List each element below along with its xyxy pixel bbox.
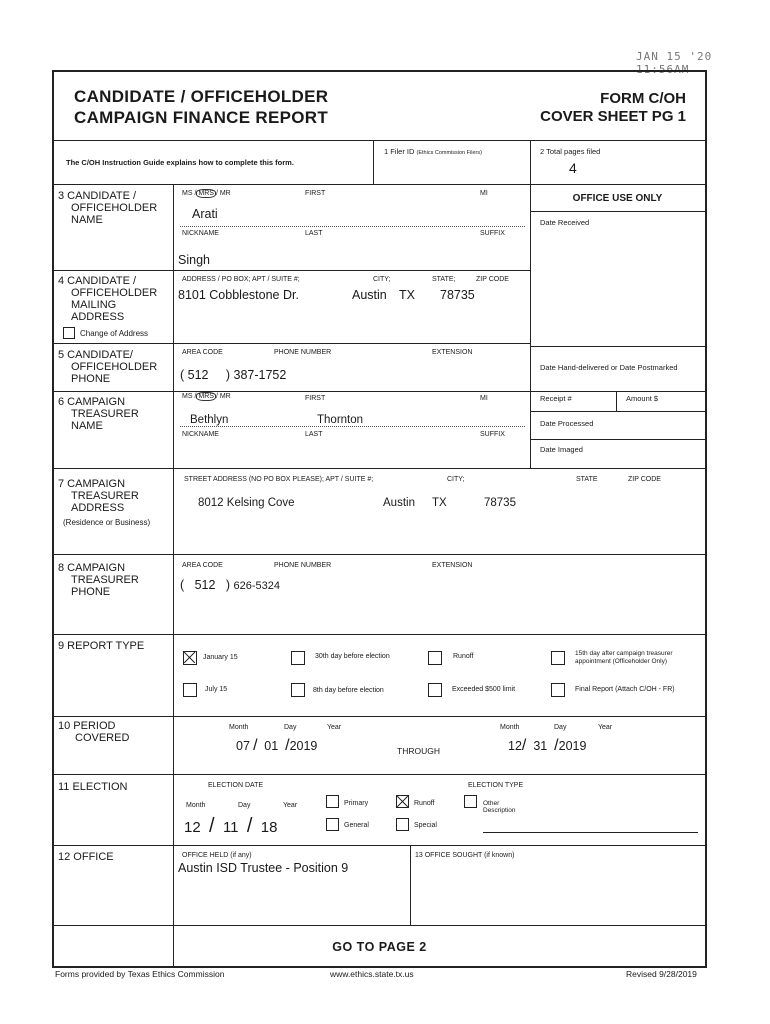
date-hand-delivered-label: Date Hand-delivered or Date Postmarked: [540, 363, 678, 372]
s3-nickname-label: NICKNAME: [182, 230, 219, 237]
s6-last-label: LAST: [305, 431, 323, 438]
s5-label-line: 5 CANDIDATE/: [58, 349, 133, 361]
report-type-july-15-checkbox[interactable]: [183, 683, 197, 697]
election-month[interactable]: 12: [184, 819, 201, 836]
date-processed-label: Date Processed: [540, 419, 594, 428]
form-code-line-1: FORM C/OH: [600, 90, 686, 107]
s7-state-label: STATE: [576, 476, 598, 483]
s10-label-line: COVERED: [75, 732, 130, 744]
footer-website[interactable]: www.ethics.state.tx.us: [330, 969, 414, 979]
election-type-special-label: Special: [414, 822, 437, 829]
s11-month-label: Month: [186, 802, 206, 809]
s6-mi-label: MI: [480, 395, 488, 402]
s4-label-line: OFFICEHOLDER: [71, 287, 158, 299]
section-7-label: [58, 478, 139, 514]
s4-label-line: 4 CANDIDATE /: [58, 275, 137, 287]
instruction-text: The C/OH Instruction Guide explains how to complete this form.: [66, 158, 294, 167]
total-pages-value[interactable]: 4: [569, 160, 577, 176]
received-stamp: JAN 15 '20 11:56AM: [636, 50, 713, 76]
s4-label-line: MAILING: [71, 299, 117, 311]
candidate-city[interactable]: Austin: [352, 288, 387, 302]
s8-phone-label: PHONE NUMBER: [274, 562, 332, 569]
s7-city-label: CITY;: [447, 476, 465, 483]
candidate-phone[interactable]: ( 512 ) 387-1752: [180, 368, 287, 382]
form-code: [540, 90, 686, 126]
s7-note: (Residence or Business): [63, 518, 151, 527]
section-12-label: 12 OFFICE: [58, 851, 114, 863]
salutation-mr: / MR: [215, 190, 231, 197]
s8-label-line: PHONE: [71, 586, 111, 598]
form-title: [74, 86, 328, 128]
s6-salutation: [182, 393, 231, 401]
s11-election-date-label: ELECTION DATE: [208, 782, 264, 789]
report-type-runoff-checkbox[interactable]: [428, 651, 442, 665]
section-10-label: [58, 720, 129, 744]
s4-state-label: STATE;: [432, 276, 456, 283]
s5-phone-label: PHONE NUMBER: [274, 349, 332, 356]
candidate-state[interactable]: TX: [399, 288, 415, 302]
s8-extension-label: EXTENSION: [432, 562, 473, 569]
s7-zip-label: ZIP CODE: [628, 476, 661, 483]
footer-revised: Revised 9/28/2019: [626, 969, 697, 979]
s5-area-code-label: AREA CODE: [182, 349, 223, 356]
treasurer-city[interactable]: Austin: [383, 497, 415, 509]
period-to-year[interactable]: 2019: [558, 739, 587, 753]
election-type-general-label: General: [344, 822, 369, 829]
section-4-label: [58, 275, 157, 323]
amount-label: Amount $: [626, 394, 659, 403]
s3-suffix-label: SUFFIX: [480, 230, 505, 237]
office-held-value[interactable]: Austin ISD Trustee - Position 9: [178, 861, 349, 875]
other-description-line[interactable]: [483, 832, 698, 833]
section-8-label: [58, 562, 139, 598]
election-type-primary-label: Primary: [344, 800, 369, 807]
s10-from-day-label: Day: [284, 724, 297, 731]
section-11-label: 11 ELECTION: [58, 781, 128, 793]
candidate-zip[interactable]: 78735: [440, 288, 475, 302]
report-type-exceeded-checkbox[interactable]: [428, 683, 442, 697]
s3-label-line: 3 CANDIDATE /: [58, 190, 137, 202]
s10-from-month-label: Month: [229, 724, 249, 731]
report-type-final-label: Final Report (Attach C/OH - FR): [575, 686, 675, 693]
treasurer-area-code[interactable]: 512: [194, 578, 216, 592]
total-pages-label: 2 Total pages filed: [540, 147, 601, 156]
s4-city-label: CITY;: [373, 276, 391, 283]
election-type-general-checkbox[interactable]: [326, 818, 339, 831]
candidate-area-code[interactable]: 512: [187, 368, 209, 382]
s13-office-sought-label: 13 OFFICE SOUGHT (if known): [415, 852, 515, 859]
filer-id-label-text: 1 Filer ID: [384, 147, 415, 156]
candidate-first-name[interactable]: Arati: [192, 207, 218, 221]
s10-from-year-label: Year: [327, 724, 342, 731]
report-type-30th-day-label: 30th day before election: [315, 653, 390, 660]
office-use-title: OFFICE USE ONLY: [572, 193, 663, 204]
report-type-8th-day-checkbox[interactable]: [291, 683, 305, 697]
s8-label-line: 8 CAMPAIGN: [58, 562, 126, 574]
report-type-runoff-label: Runoff: [453, 653, 474, 660]
change-of-address-label: Change of Address: [80, 329, 149, 338]
s7-street-label: STREET ADDRESS (NO PO BOX PLEASE); APT / SUITE #;: [184, 476, 374, 483]
section-9-label: 9 REPORT TYPE: [58, 640, 145, 652]
report-type-january-15-checkbox[interactable]: [183, 651, 197, 665]
period-to-month[interactable]: 12: [508, 739, 522, 753]
treasurer-street[interactable]: 8012 Kelsing Cove: [198, 497, 295, 509]
report-type-8th-day-label: 8th day before election: [313, 687, 384, 694]
title-line-2: CAMPAIGN FINANCE REPORT: [74, 108, 329, 127]
s3-label-line: OFFICEHOLDER: [71, 202, 158, 214]
s3-last-label: LAST: [305, 230, 323, 237]
treasurer-zip[interactable]: 78735: [484, 497, 516, 509]
s4-address-label: ADDRESS / PO BOX; APT / SUITE #;: [182, 276, 300, 283]
s8-area-code-label: AREA CODE: [182, 562, 223, 569]
s10-label-line: 10 PERIOD: [58, 720, 116, 732]
date-imaged-label: Date Imaged: [540, 445, 583, 454]
period-from-month[interactable]: 07: [236, 739, 250, 753]
election-year[interactable]: 18: [260, 819, 278, 836]
s11-day-label: Day: [238, 802, 251, 809]
treasurer-phone[interactable]: ( 512 ) 626-5324: [180, 578, 281, 592]
report-type-final-checkbox[interactable]: [551, 683, 565, 697]
treasurer-last-name[interactable]: Thornton: [317, 414, 364, 426]
period-from-day[interactable]: 01: [264, 739, 279, 753]
go-to-page-2: GO TO PAGE 2: [332, 940, 427, 954]
s6-label-line: 6 CAMPAIGN: [58, 396, 126, 408]
election-date[interactable]: 12 / 11 / 18: [184, 815, 278, 837]
s6-suffix-label: SUFFIX: [480, 431, 505, 438]
report-type-30th-day-checkbox[interactable]: [291, 651, 305, 665]
election-type-special-checkbox[interactable]: [396, 818, 409, 831]
salutation-ms: MS /: [182, 190, 197, 197]
salutation-ms: MS /: [182, 393, 197, 400]
form-code-line-2: COVER SHEET PG 1: [540, 108, 686, 125]
s11-year-label: Year: [283, 802, 298, 809]
s10-to-day-label: Day: [554, 724, 567, 731]
election-type-other-checkbox[interactable]: [464, 795, 477, 808]
treasurer-first-name[interactable]: Bethlyn: [190, 414, 229, 426]
section-5-label: [58, 349, 157, 385]
s7-label-line: 7 CAMPAIGN: [58, 478, 126, 490]
s6-label-line: NAME: [71, 420, 103, 432]
period-from-year[interactable]: 2019: [289, 739, 318, 753]
s3-first-label: FIRST: [305, 190, 326, 197]
s6-first-label: FIRST: [305, 395, 326, 402]
s12-office-held-label: OFFICE HELD (if any): [182, 852, 252, 859]
salutation-mrs: MRS: [198, 190, 214, 197]
candidate-last-name[interactable]: Singh: [178, 253, 210, 267]
s6-label-line: TREASURER: [71, 408, 139, 420]
candidate-address[interactable]: 8101 Cobblestone Dr.: [178, 288, 299, 302]
salutation-mr: / MR: [215, 393, 231, 400]
title-line-1: CANDIDATE / OFFICEHOLDER: [74, 87, 329, 106]
s10-to-month-label: Month: [500, 724, 520, 731]
s3-salutation: [182, 190, 231, 198]
filer-id-label: [384, 147, 482, 158]
section-6-label: [58, 396, 139, 432]
period-from-date[interactable]: 07 / 01 /2019: [236, 737, 318, 754]
s7-label-line: ADDRESS: [71, 502, 125, 514]
filer-id-note: (Ethics Commission Filers): [416, 150, 482, 156]
s8-label-line: TREASURER: [71, 574, 139, 586]
election-day[interactable]: 11: [222, 819, 239, 836]
report-type-exceeded-label: Exceeded $500 limit: [452, 686, 516, 693]
treasurer-phone-number[interactable]: 626-5324: [233, 580, 281, 592]
through-label: THROUGH: [397, 746, 440, 756]
report-type-15th-day-checkbox[interactable]: [551, 651, 565, 665]
candidate-phone-number[interactable]: 387-1752: [233, 368, 287, 382]
s6-nickname-label: NICKNAME: [182, 431, 219, 438]
treasurer-state[interactable]: TX: [432, 497, 447, 509]
report-type-january-15-label: January 15: [203, 654, 238, 661]
date-received-label: Date Received: [540, 218, 590, 227]
salutation-mrs: MRS: [198, 393, 214, 400]
s3-mi-label: MI: [480, 190, 488, 197]
election-type-runoff-checkbox[interactable]: [396, 795, 409, 808]
s5-label-line: PHONE: [71, 373, 111, 385]
receipt-label: Receipt #: [540, 394, 572, 403]
footer-provided-by: Forms provided by Texas Ethics Commission: [55, 969, 225, 979]
report-type-15th-day-label: 15th day after campaign treasurer appointment (Officeholder Only): [575, 650, 673, 665]
period-to-day[interactable]: 31: [533, 739, 548, 753]
s5-extension-label: EXTENSION: [432, 349, 473, 356]
s3-label-line: NAME: [71, 214, 103, 226]
s4-label-line: ADDRESS: [71, 311, 125, 323]
s7-label-line: TREASURER: [71, 490, 139, 502]
period-to-date[interactable]: 12/ 31 /2019: [508, 737, 587, 754]
s11-election-type-label: ELECTION TYPE: [468, 782, 524, 789]
s5-label-line: OFFICEHOLDER: [71, 361, 158, 373]
report-type-july-15-label: July 15: [205, 686, 228, 693]
election-type-runoff-label: Runoff: [414, 800, 435, 807]
change-of-address-checkbox[interactable]: [63, 327, 75, 339]
s4-zip-label: ZIP CODE: [476, 276, 509, 283]
election-type-primary-checkbox[interactable]: [326, 795, 339, 808]
election-type-other-label: Other Description: [483, 800, 516, 814]
section-3-label: [58, 190, 157, 226]
s10-to-year-label: Year: [598, 724, 613, 731]
